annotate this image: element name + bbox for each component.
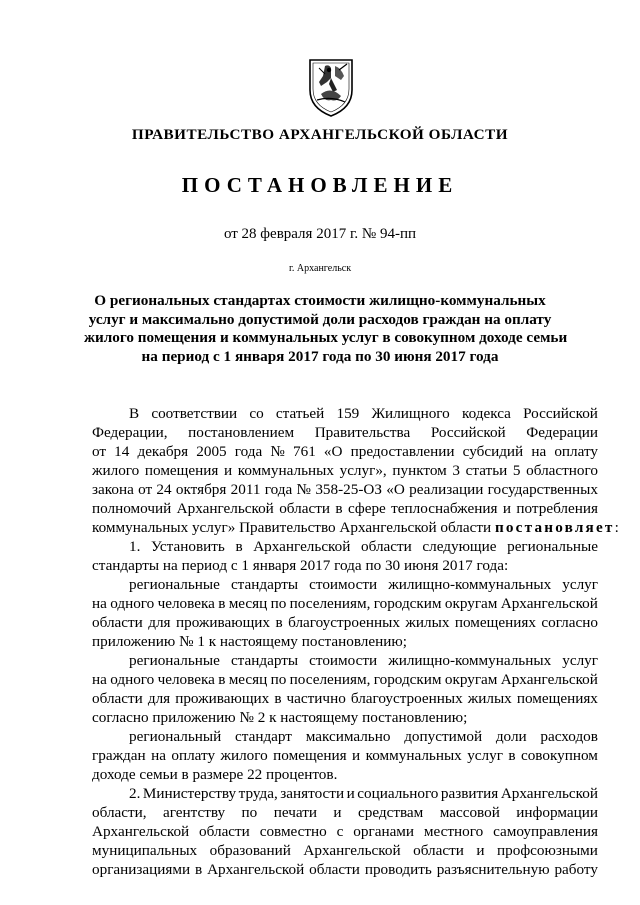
title-line: на период с 1 января 2017 года по 30 июня 2017 года xyxy=(141,347,499,365)
body-line: области, агентству по печати и средствам массовой информации xyxy=(92,804,598,821)
body-line: согласно приложению № 2 к настоящему постановлению; xyxy=(92,709,468,726)
document-title xyxy=(84,292,568,366)
body-text: коммунальных услуг» Правительство Архангельской области xyxy=(92,519,492,536)
body-line: граждан на оплату жилого помещения и коммунальных услуг в совокупном xyxy=(92,747,598,764)
body-line: региональный стандарт максимально допустимой доли расходов xyxy=(129,728,598,745)
document-type: ПОСТАНОВЛЕНИЕ xyxy=(181,173,459,197)
resolution-keyword: постановляет xyxy=(494,519,615,536)
title-line: услуг и максимально допустимой доли расходов граждан на оплату xyxy=(88,310,552,328)
body-line xyxy=(92,518,619,537)
title-line: жилого помещения и коммунальных услуг в совокупном доходе семьи xyxy=(84,329,568,346)
body-line: Федерации, постановлением Правительства Российской Федерации xyxy=(92,424,598,441)
body-line: организациями в Архангельской области проводить разъяснительную работу xyxy=(92,861,598,878)
body-line: стандарты на период с 1 января 2017 года по 30 июня 2017 года: xyxy=(92,557,509,574)
body-line: области для проживающих в частично благоустроенных жилых помещениях xyxy=(92,690,598,707)
body-line: от 14 декабря 2005 года № 761 «О предоставлении субсидий на оплату xyxy=(92,443,598,460)
body-line: В соответствии со статьей 159 Жилищного кодекса Российской xyxy=(129,405,598,422)
body-line: области для проживающих в благоустроенных жилых помещениях согласно xyxy=(92,614,598,631)
body-line: муниципальных образований Архангельской области и профсоюзными xyxy=(92,842,598,859)
document-body xyxy=(92,404,619,879)
document-date-number: от 28 февраля 2017 г. № 94-пп xyxy=(223,226,417,242)
body-line: региональные стандарты стоимости жилищно-коммунальных услуг xyxy=(129,652,598,669)
body-line: закона от 24 октября 2011 года № 358-25-ОЗ «О реализации государственных xyxy=(92,481,598,498)
body-line: на одного человека в месяц по поселениям, городским округам Архангельской xyxy=(92,671,598,688)
body-line: на одного человека в месяц по поселениям, городским округам Архангельской xyxy=(92,595,598,612)
body-line: полномочий Архангельской области в сфере теплоснабжения и потребления xyxy=(92,500,598,517)
body-line: доходе семьи в размере 22 процентов. xyxy=(92,766,338,783)
government-name: ПРАВИТЕЛЬСТВО АРХАНГЕЛЬСКОЙ ОБЛАСТИ xyxy=(131,126,509,143)
body-text: : xyxy=(614,519,619,536)
body-line: приложению № 1 к настоящему постановлению; xyxy=(92,633,407,650)
coat-of-arms-icon xyxy=(307,56,355,118)
body-line: жилого помещения и коммунальных услуг», пунктом 3 статьи 5 областного xyxy=(92,462,598,479)
body-line: региональные стандарты стоимости жилищно-коммунальных услуг xyxy=(129,576,598,593)
title-line: О региональных стандартах стоимости жилищно-коммунальных xyxy=(94,292,546,309)
document-city: г. Архангельск xyxy=(288,263,352,274)
body-line: 1. Установить в Архангельской области следующие региональные xyxy=(129,538,598,555)
body-line: 2. Министерству труда, занятости и социального развития Архангельской xyxy=(129,785,598,802)
body-line: Архангельской области совместно с органами местного самоуправления xyxy=(92,823,598,840)
